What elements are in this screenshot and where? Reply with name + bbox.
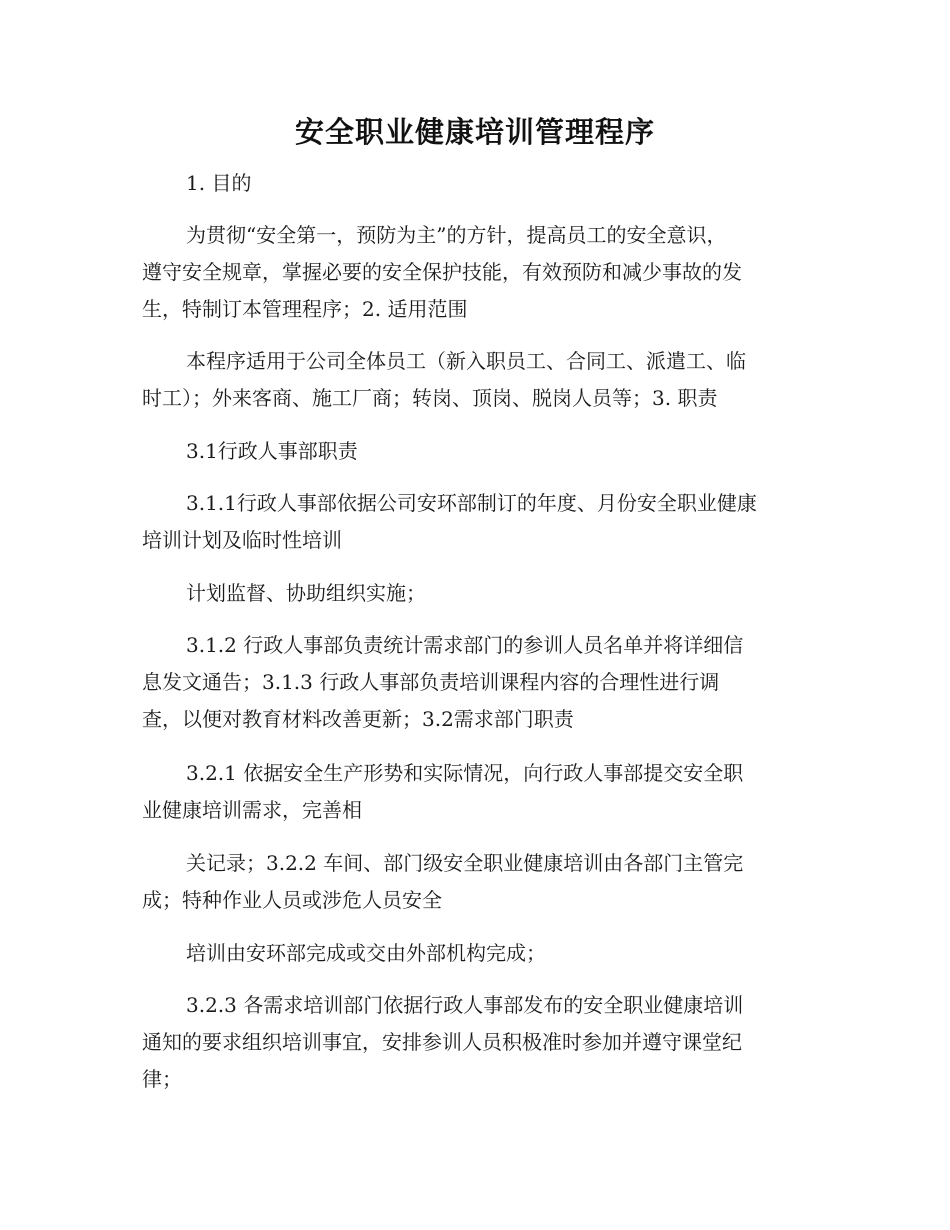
paragraph-line: 关记录；3.2.2 车间、部门级安全职业健康培训由各部门主管完 [186,851,744,875]
paragraph-purpose [142,217,822,328]
paragraph-3-1-1 [142,485,822,559]
paragraph-line: 3.1.1行政人事部依据公司安环部制订的年度、月份安全职业健康 [186,491,757,515]
paragraph-line: 3.2.1 依据安全生产形势和实际情况，向行政人事部提交安全职 [186,761,744,785]
paragraph-3-2-3 [142,987,822,1098]
paragraph-line: 息发文通告；3.1.3 行政人事部负责培训课程内容的合理性进行调 [142,670,720,694]
paragraph-line: 本程序适用于公司全体员工（新入职员工、合同工、派遣工、临 [186,349,746,373]
paragraph-line: 为贯彻“安全第一，预防为主”的方针，提高员工的安全意识， [186,223,727,247]
paragraph-line: 查，以便对教育材料改善更新；3.2需求部门职责 [142,707,574,731]
paragraph-line: 业健康培训需求，完善相 [142,798,362,822]
paragraph-line: 1. 目的 [186,171,252,195]
paragraph-section-3-1 [142,433,822,470]
paragraph-purpose-heading [142,165,822,202]
paragraph-external-training [142,935,822,972]
paragraph-line: 3.2.3 各需求培训部门依据行政人事部发布的安全职业健康培训 [186,993,744,1017]
paragraph-line: 通知的要求组织培训事宜，安排参训人员积极准时参加并遵守课堂纪 [142,1030,742,1054]
paragraph-line: 律； [142,1067,182,1091]
paragraph-3-2-1 [142,755,822,829]
paragraph-line: 3.1.2 行政人事部负责统计需求部门的参训人员名单并将详细信 [186,633,744,657]
paragraph-line: 成；特种作业人员或涉危人员安全 [142,888,442,912]
paragraph-3-1-2 [142,627,822,738]
paragraph-line: 培训计划及临时性培训 [142,528,342,552]
paragraph-line: 遵守安全规章，掌握必要的安全保护技能，有效预防和减少事故的发 [142,260,742,284]
paragraph-line: 培训由安环部完成或交由外部机构完成； [186,941,546,965]
document-title: 安全职业健康培训管理程序 [294,115,655,149]
paragraph-line: 时工）；外来客商、施工厂商；转岗、顶岗、脱岗人员等；3. 职责 [142,386,718,410]
paragraph-line: 生，特制订本管理程序；2. 适用范围 [142,297,468,321]
paragraph-plan-supervision [142,575,822,612]
paragraph-line: 计划监督、协助组织实施； [186,581,426,605]
paragraph-3-2-2 [142,845,822,919]
paragraph-scope [142,343,822,417]
paragraph-line: 3.1行政人事部职责 [186,439,358,463]
